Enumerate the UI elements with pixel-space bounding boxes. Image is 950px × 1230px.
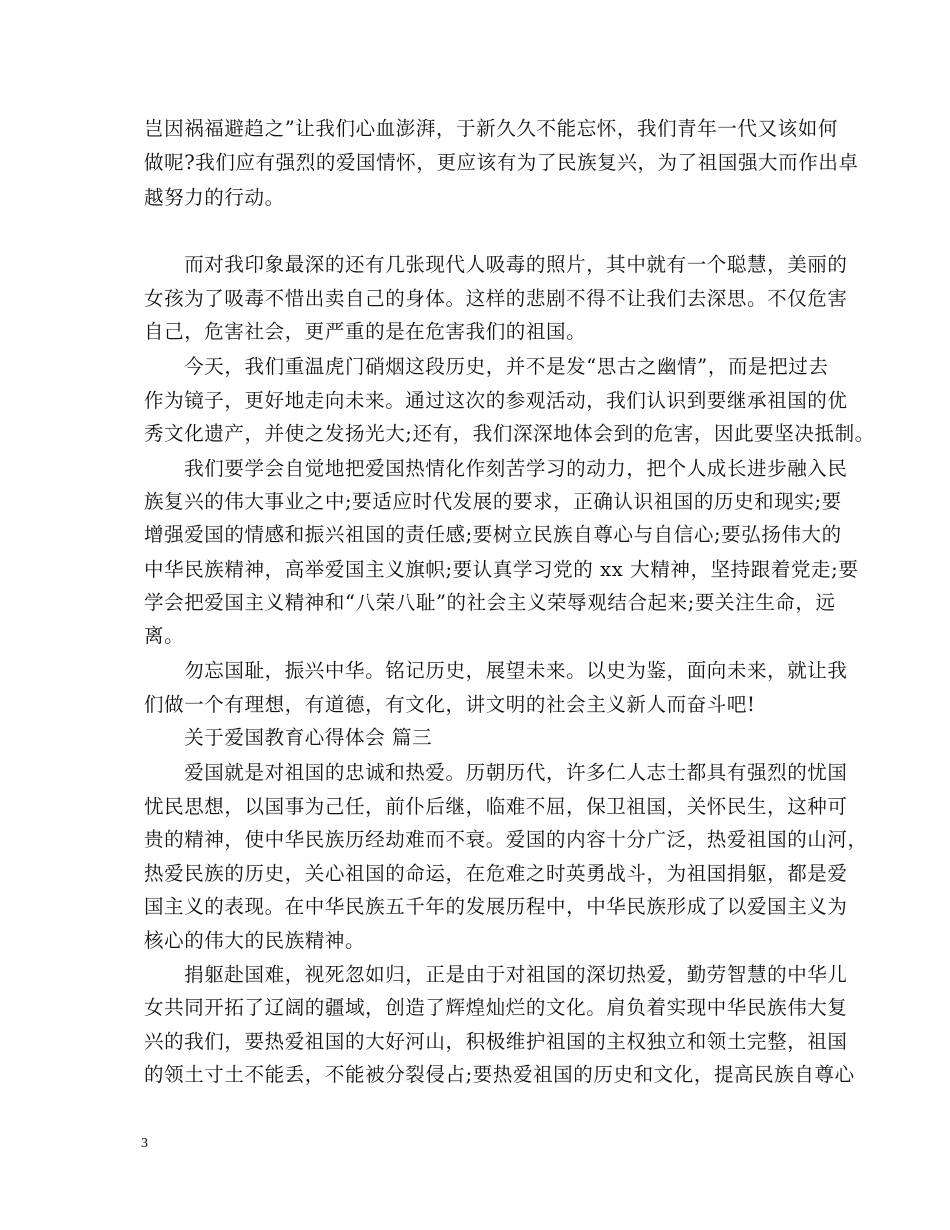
text-line: 做呢?我们应有强烈的爱国情怀，更应该有为了民族复兴，为了祖国强大而作出卓 — [144, 151, 859, 174]
text-line: 学会把爱国主义精神和“八荣八耻”的社会主义荣辱观结合起来;要关注生命，远 — [144, 591, 836, 614]
text-line: 国主义的表现。在中华民族五千年的发展历程中，中华民族形成了以爱国主义为 — [144, 895, 848, 918]
text-line: 女共同开拓了辽阔的疆域，创造了辉煌灿烂的文化。肩负着实现中华民族伟大复 — [144, 996, 848, 1019]
text-line: 女孩为了吸毒不惜出卖自己的身体。这样的悲剧不得不让我们去深思。不仅危害 — [144, 287, 848, 310]
text-line: 自己，危害社会，更严重的是在危害我们的祖国。 — [144, 320, 587, 343]
text-line: 核心的伟大的民族精神。 — [144, 929, 366, 952]
text-line: 岂因祸福避趋之”让我们心血澎湃，于新久久不能忘怀，我们青年一代又该如何 — [144, 117, 838, 140]
text-line: 今天，我们重温虎门硝烟这段历史，并不是发“思古之幽情”，而是把过去 — [144, 355, 829, 378]
text-line: 的领土寸土不能丢，不能被分裂侵占;要热爱祖国的历史和文化，提高民族自尊心 — [144, 1063, 855, 1086]
page-number: 3 — [141, 1136, 148, 1151]
text-line: 我们要学会自觉地把爱国热情化作刻苦学习的动力，把个人成长进步融入民 — [144, 457, 848, 480]
text-line: 贵的精神，使中华民族历经劫难而不衰。爱国的内容十分广泛，热爱祖国的山河， — [144, 828, 868, 851]
text-line: 捐躯赴国难，视死忽如归，正是由于对祖国的深切热爱，勤劳智慧的中华儿 — [144, 963, 848, 986]
text-line: 中华民族精神，高举爱国主义旗帜;要认真学习党的 xx 大精神，坚持跟着党走;要 — [144, 558, 859, 581]
text-line: 爱国就是对祖国的忠诚和热爱。历朝历代，许多仁人志士都具有强烈的忧国 — [144, 761, 848, 784]
text-line: 秀文化遗产，并使之发扬光大;还有，我们深深地体会到的危害，因此要坚决抵制。 — [144, 422, 875, 445]
text-line: 兴的我们，要热爱祖国的大好河山，积极维护祖国的主权独立和领土完整，祖国 — [144, 1030, 848, 1053]
text-line: 而对我印象最深的还有几张现代人吸毒的照片，其中就有一个聪慧，美丽的 — [144, 253, 848, 276]
text-line: 作为镜子，更好地走向未来。通过这次的参观活动，我们认识到要继承祖国的优 — [144, 389, 848, 412]
text-line: 勿忘国耻，振兴中华。铭记历史，展望未来。以史为鉴，面向未来，就让我 — [144, 659, 848, 682]
text-line: 越努力的行动。 — [144, 186, 285, 209]
text-line: 热爱民族的历史，关心祖国的命运，在危难之时英勇战斗，为祖国捐躯，都是爱 — [144, 862, 848, 885]
text-line: 忧民思想，以国事为己任，前仆后继，临难不屈，保卫祖国，关怀民生，这种可 — [144, 795, 848, 818]
text-line: 关于爱国教育心得体会 篇三 — [144, 726, 433, 749]
text-line: 增强爱国的情感和振兴祖国的责任感;要树立民族自尊心与自信心;要弘扬伟大的 — [144, 523, 842, 546]
text-line: 离。 — [144, 624, 185, 647]
text-line: 们做一个有理想，有道德，有文化，讲文明的社会主义新人而奋斗吧! — [144, 693, 756, 716]
text-line: 族复兴的伟大事业之中;要适应时代发展的要求，正确认识祖国的历史和现实;要 — [144, 490, 842, 513]
